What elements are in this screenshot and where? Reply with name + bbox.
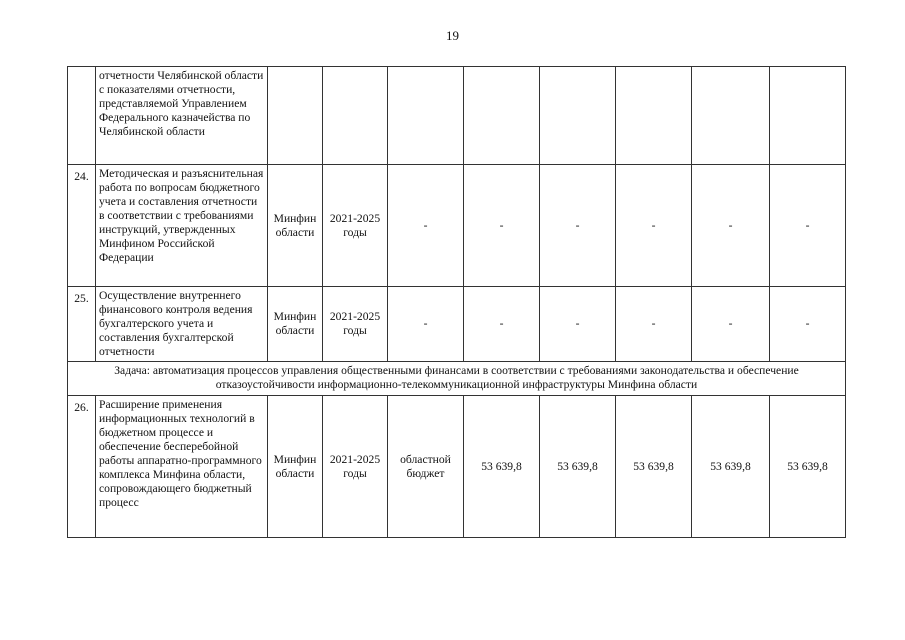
value-cell <box>770 67 846 165</box>
row-number: 24. <box>68 165 96 287</box>
executor-cell <box>268 67 323 165</box>
measure-description: Осуществление внутреннего финансового контроля ведения бухгалтерского учета и составления бухгалтерской отчетности <box>96 287 268 362</box>
value-cell: - <box>464 287 540 362</box>
measure-description: Расширение применения информационных технологий в бюджетном процессе и обеспечение бесперебойной работы аппаратно-программного комплекса Минфина области, сопровождающего бюджетный процесс <box>96 396 268 538</box>
row-number: 26. <box>68 396 96 538</box>
table-row <box>68 287 846 362</box>
executor-cell: Минфин области <box>268 165 323 287</box>
row-number: 25. <box>68 287 96 362</box>
value-cell: 53 639,8 <box>692 396 770 538</box>
value-cell: - <box>692 165 770 287</box>
value-cell: - <box>616 287 692 362</box>
page-number: 19 <box>446 28 459 43</box>
value-cell: - <box>388 287 464 362</box>
value-cell: - <box>388 165 464 287</box>
value-cell: 53 639,8 <box>616 396 692 538</box>
value-cell <box>540 67 616 165</box>
period-cell: 2021-2025 годы <box>323 287 388 362</box>
funding-source-cell <box>388 67 464 165</box>
table-row <box>68 396 846 538</box>
measure-description: Методическая и разъяснительная работа по вопросам бюджетного учета и составления отчетности в соответствии с требованиями инструкций, утвержденных Минфином Российской Федерации <box>96 165 268 287</box>
value-cell: - <box>464 165 540 287</box>
value-cell <box>616 67 692 165</box>
value-cell: - <box>692 287 770 362</box>
period-cell <box>323 67 388 165</box>
table-row <box>68 165 846 287</box>
task-text: Задача: автоматизация процессов управления общественными финансами в соответствии с требованиями законодательства и обеспечение отказоустойчивости информационно-телекоммуникационной инфраструктуры Минфина области <box>68 362 846 396</box>
executor-cell: Минфин области <box>268 396 323 538</box>
row-number <box>68 67 96 165</box>
funding-source-cell: областной бюджет <box>388 396 464 538</box>
value-cell <box>464 67 540 165</box>
value-cell: - <box>616 165 692 287</box>
executor-cell: Минфин области <box>268 287 323 362</box>
value-cell: - <box>540 287 616 362</box>
program-table <box>67 66 846 538</box>
measure-description: отчетности Челябинской области с показателями отчетности, представляемой Управлением Федерального казначейства по Челябинской области <box>96 67 268 165</box>
value-cell: - <box>770 287 846 362</box>
value-cell: 53 639,8 <box>770 396 846 538</box>
value-cell: - <box>770 165 846 287</box>
value-cell: - <box>540 165 616 287</box>
table-row <box>68 67 846 165</box>
value-cell: 53 639,8 <box>540 396 616 538</box>
task-row <box>68 362 846 396</box>
value-cell: 53 639,8 <box>464 396 540 538</box>
period-cell: 2021-2025 годы <box>323 165 388 287</box>
period-cell: 2021-2025 годы <box>323 396 388 538</box>
value-cell <box>692 67 770 165</box>
